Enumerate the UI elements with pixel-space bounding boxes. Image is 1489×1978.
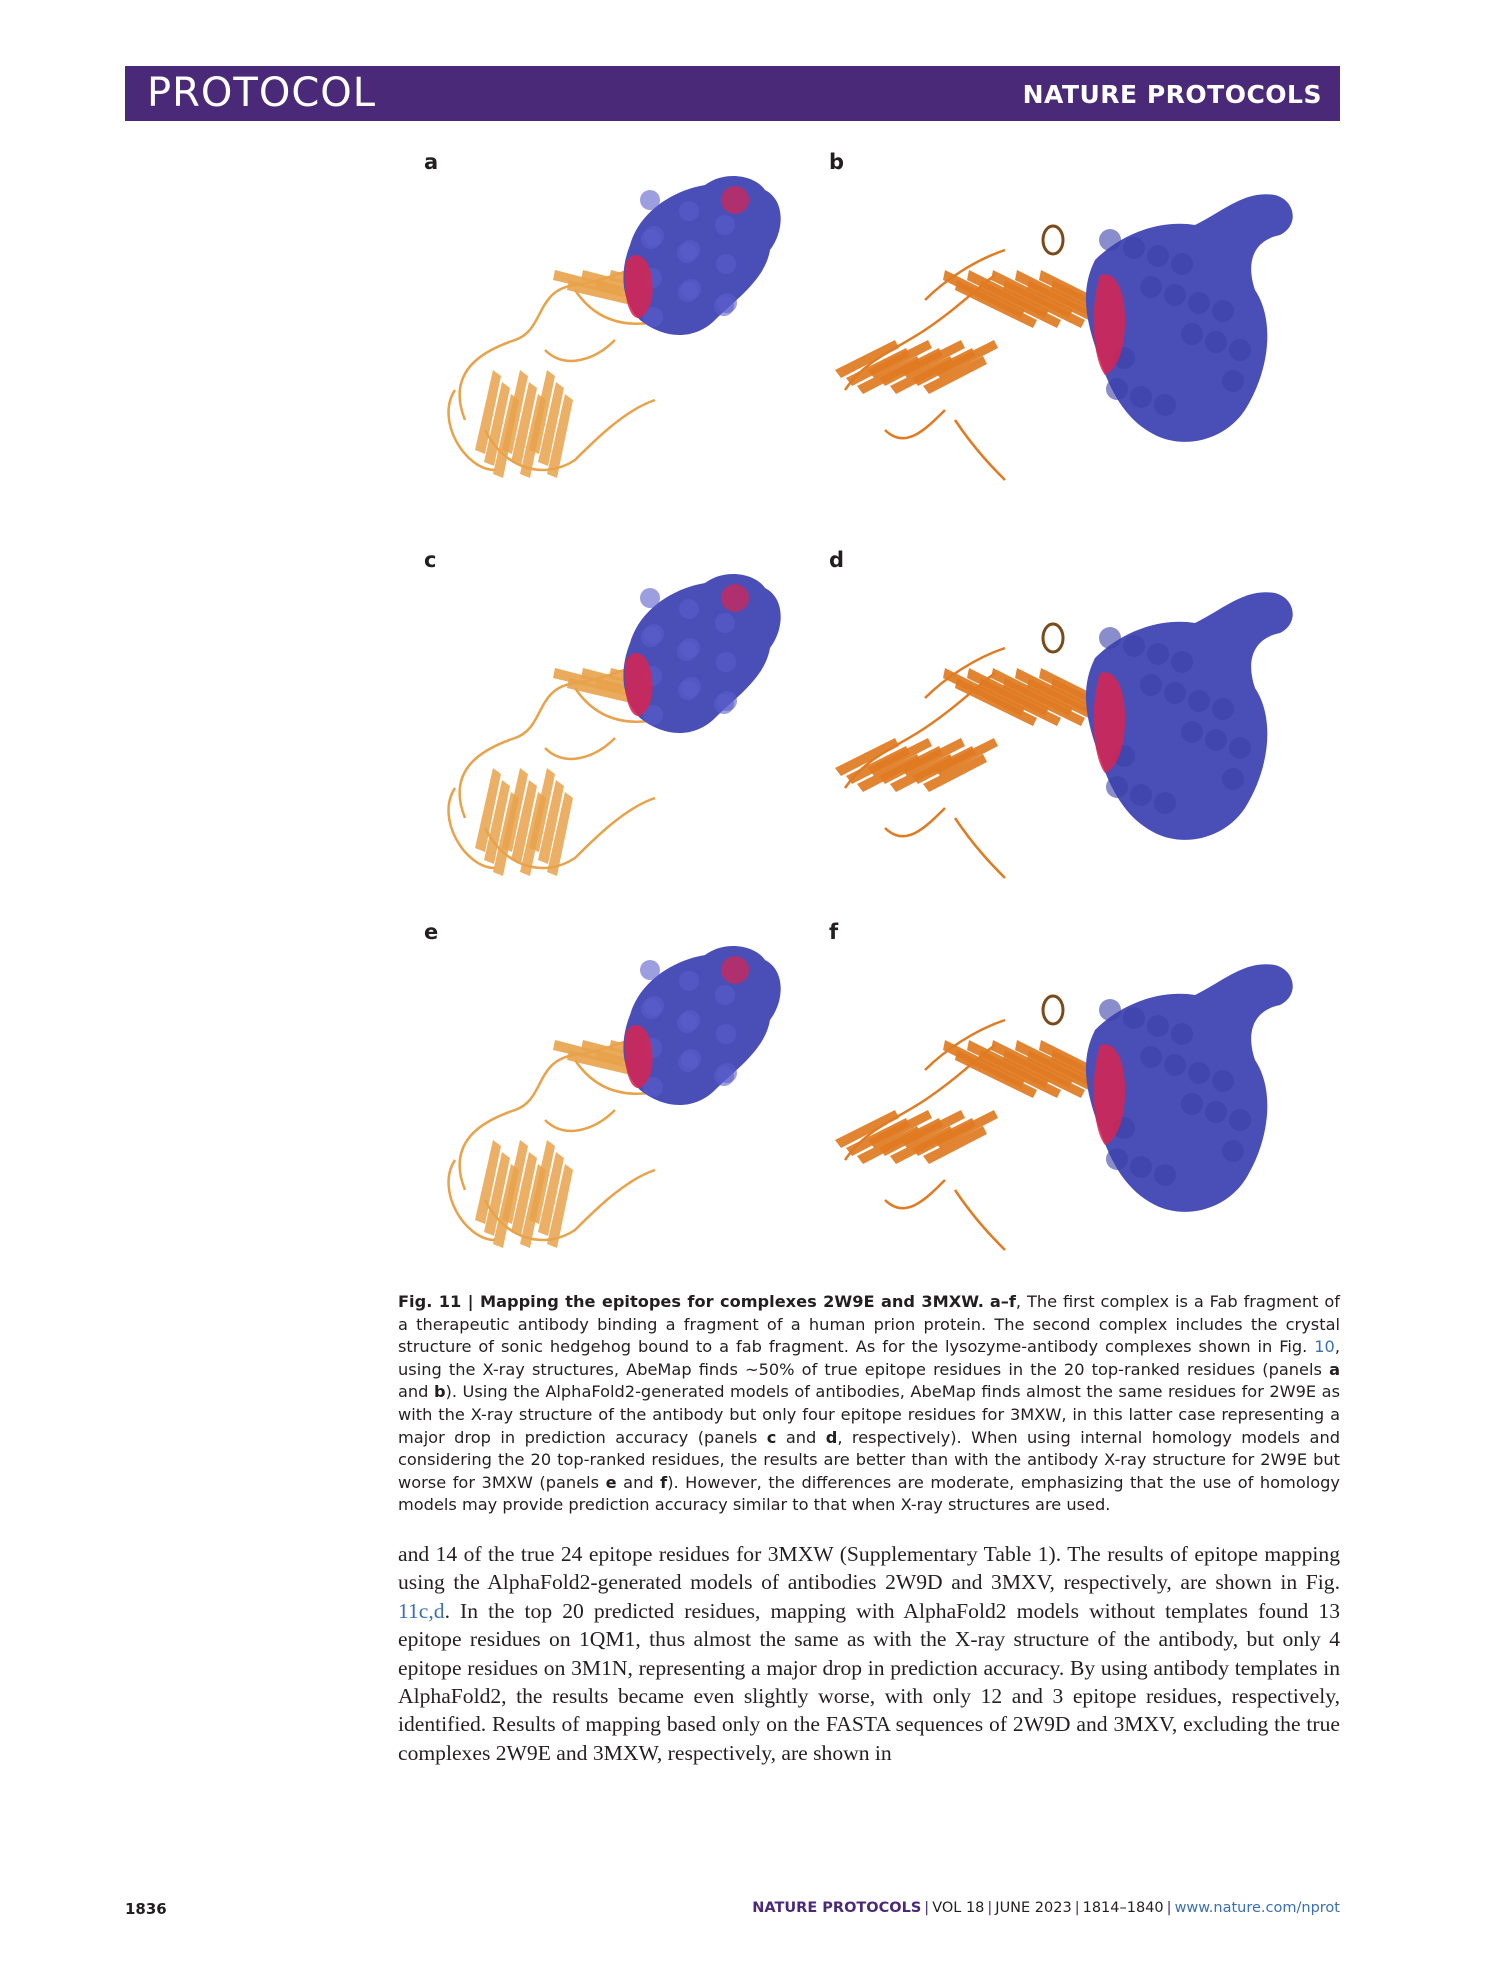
- molecular-structure-image: [825, 170, 1305, 530]
- caption-panel-ref: b: [433, 1382, 446, 1402]
- caption-panel-ref: a: [1329, 1359, 1340, 1379]
- panel-label: e: [424, 920, 439, 944]
- figure-panel-d: [825, 548, 1305, 918]
- panel-label: f: [829, 920, 839, 944]
- fig-11cd-link[interactable]: 11c,d: [398, 1598, 445, 1623]
- panel-label: c: [424, 548, 437, 572]
- body-paragraph: [398, 1540, 1340, 1767]
- figure-caption: [398, 1291, 1340, 1517]
- antibody-ribbon: [835, 624, 1133, 878]
- caption-panel-ref: c: [766, 1427, 777, 1447]
- fig-10-link[interactable]: 10: [1314, 1337, 1335, 1357]
- body-text: . In the top 20 predicted residues, mapping with AlphaFold2 models without templates found 13 epitope residues on 1QM1, thus almost the same as with the X-ray structure of the antibody, but only 4 epitope residues on 3M1N, representing a major drop in prediction accuracy. By using antibody templates in AlphaFold2, the results became even slightly worse, with only 12 and 3 epitope residues, respectively, identified. Results of mapping based only on the FASTA sequences of 2W9D and 3MXV, excluding the true complexes 2W9E and 3MXW, respectively, are shown in: [398, 1598, 1340, 1765]
- footer-separator: |: [987, 1900, 993, 1916]
- footer-separator: |: [1074, 1900, 1080, 1916]
- caption-text: and: [616, 1472, 661, 1492]
- antigen-surface: [623, 176, 780, 335]
- figure-panel-b: [825, 150, 1305, 520]
- caption-text: ). However, the differences are moderate, emphasizing that the use of homology models may provide prediction accuracy similar to that when X-ray structures are used.: [398, 1472, 1340, 1515]
- caption-range: a–f: [989, 1292, 1016, 1311]
- molecular-structure-image: [825, 940, 1305, 1300]
- molecular-structure-image: [825, 568, 1305, 928]
- caption-panel-ref: d: [825, 1427, 838, 1447]
- caption-text: and: [776, 1427, 826, 1447]
- footer-url[interactable]: www.nature.com/nprot: [1174, 1900, 1340, 1916]
- journal-label: NATURE PROTOCOLS: [1022, 80, 1322, 109]
- panel-label: b: [829, 150, 845, 174]
- footer-separator: |: [924, 1900, 930, 1916]
- footer-separator: |: [1166, 1900, 1172, 1916]
- section-label: PROTOCOL: [147, 70, 377, 116]
- caption-text: and: [398, 1382, 434, 1402]
- caption-panel-ref: f: [660, 1472, 668, 1492]
- caption-text: , respectively). When using internal homology models and considering the 20 top-ranked residues, the results are better than with the antibody X-ray structure for 2W9E but worse for 3MXW (panels: [398, 1427, 1340, 1492]
- footer-pages: 1814–1840: [1082, 1900, 1164, 1916]
- caption-panel-ref: e: [605, 1472, 617, 1492]
- caption-text: ). Using the AlphaFold2-generated models of antibodies, AbeMap finds almost the same residues for 2W9E as with the X-ray structure of the antibody but only four epitope residues for 3MXW, in this latter case representing a major drop in prediction accuracy (panels: [398, 1382, 1341, 1447]
- antigen-surface: [623, 574, 780, 733]
- caption-text: , using the X-ray structures, AbeMap finds ~50% of true epitope residues in the 20 top-ranked residues (panels: [398, 1337, 1340, 1379]
- footer-citation: [752, 1900, 1340, 1916]
- antibody-ribbon: [835, 226, 1133, 480]
- footer-volume: VOL 18: [932, 1900, 985, 1916]
- panel-label: a: [424, 150, 439, 174]
- antibody-ribbon: [835, 996, 1133, 1250]
- figure-panel-f: [825, 920, 1305, 1290]
- header-banner: [125, 66, 1340, 121]
- footer-date: JUNE 2023: [995, 1900, 1072, 1916]
- panel-label: d: [829, 548, 845, 572]
- body-text: and 14 of the true 24 epitope residues for 3MXW (Supplementary Table 1). The results of epitope mapping using the AlphaFold2-generated models of antibodies 2W9D and 3MXV, respectively, are shown in Fig.: [398, 1542, 1340, 1595]
- caption-fig-label: Fig. 11 | Mapping the epitopes for complexes 2W9E and 3MXW.: [398, 1292, 984, 1311]
- caption-text: , The first complex is a Fab fragment of a therapeutic antibody binding a fragment of a human prion protein. The second complex includes the crystal structure of sonic hedgehog bound to a fab fragment. As for the lysozyme-antibody complexes shown in Fig.: [398, 1292, 1340, 1357]
- page-number: 1836: [125, 1900, 167, 1918]
- footer-journal: NATURE PROTOCOLS: [752, 1900, 922, 1916]
- antigen-surface: [623, 946, 780, 1105]
